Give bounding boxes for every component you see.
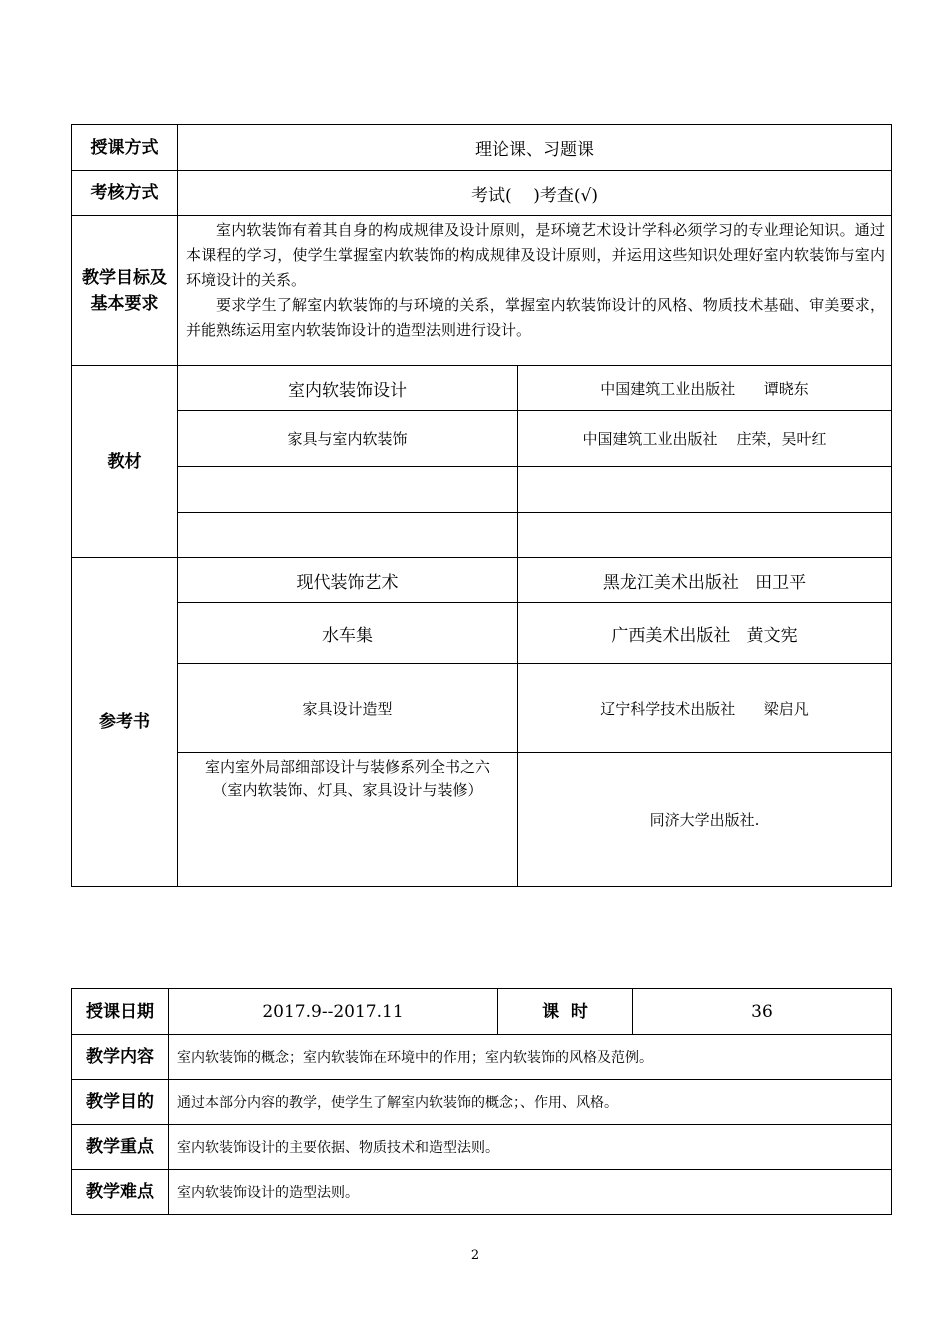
textbook-publisher: 中国建筑工业出版社 庄荣，吴叶红 [518, 411, 892, 467]
goals-paragraph-2: 要求学生了解室内软装饰的与环境的关系，掌握室内软装饰设计的风格、物质技术基础、审美要求，并能熟练运用室内软装饰设计的造型法则进行设计。 [186, 296, 885, 339]
content-label: 教学内容 [72, 1035, 169, 1080]
difficulty-label: 教学难点 [72, 1170, 169, 1215]
textbook-publisher [518, 467, 892, 513]
key-points-label: 教学重点 [72, 1125, 169, 1170]
key-points-value: 室内软装饰设计的主要依据、物质技术和造型法则。 [169, 1125, 892, 1170]
difficulty-value: 室内软装饰设计的造型法则。 [169, 1170, 892, 1215]
page-number: 2 [470, 1248, 480, 1263]
reference-title-line-2: （室内软装饰、灯具、家具设计与装修） [212, 781, 483, 799]
reference-title-line-1: 室内室外局部细部设计与装修系列全书之六 [204, 758, 490, 776]
session-table [71, 988, 892, 1215]
hours-value: 36 [633, 989, 892, 1035]
assessment-label: 考核方式 [72, 171, 178, 216]
textbook-title: 室内软装饰设计 [178, 366, 518, 411]
purpose-label: 教学目的 [72, 1080, 169, 1125]
reference-publisher: 辽宁科学技术出版社 梁启凡 [518, 664, 892, 753]
teaching-mode-label: 授课方式 [72, 125, 178, 171]
textbooks-label: 教材 [72, 366, 178, 558]
textbook-publisher: 中国建筑工业出版社 谭晓东 [518, 366, 892, 411]
textbook-title: 家具与室内软装饰 [178, 411, 518, 467]
reference-publisher: 同济大学出版社. [518, 753, 892, 887]
reference-publisher: 黑龙江美术出版社 田卫平 [518, 558, 892, 603]
content-value: 室内软装饰的概念；室内软装饰在环境中的作用；室内软装饰的风格及范例。 [169, 1035, 892, 1080]
goals-label-text: 教学目标及基本要求 [82, 267, 167, 314]
assessment-value: 考试( )考查(√) [178, 171, 892, 216]
reference-title: 家具设计造型 [178, 664, 518, 753]
purpose-value: 通过本部分内容的教学，使学生了解室内软装饰的概念；、作用、风格。 [169, 1080, 892, 1125]
teaching-mode-value: 理论课、习题课 [178, 125, 892, 171]
hours-label: 课 时 [498, 989, 633, 1035]
reference-publisher: 广西美术出版社 黄文宪 [518, 603, 892, 664]
references-label: 参考书 [72, 558, 178, 887]
reference-title-multiline [178, 753, 518, 887]
goals-label [72, 216, 178, 366]
goals-content [178, 216, 892, 366]
date-label: 授课日期 [72, 989, 169, 1035]
course-info-table [71, 124, 892, 887]
reference-title: 水车集 [178, 603, 518, 664]
date-value: 2017.9--2017.11 [169, 989, 498, 1035]
textbook-title [178, 467, 518, 513]
goals-paragraph-1: 室内软装饰有着其自身的构成规律及设计原则，是环境艺术设计学科必须学习的专业理论知识。通过本课程的学习，使学生掌握室内软装饰的构成规律及设计原则，并运用这些知识处理好室内软装饰与室内环境设计的关系。 [186, 221, 885, 289]
textbook-publisher [518, 513, 892, 558]
textbook-title [178, 513, 518, 558]
reference-title: 现代装饰艺术 [178, 558, 518, 603]
